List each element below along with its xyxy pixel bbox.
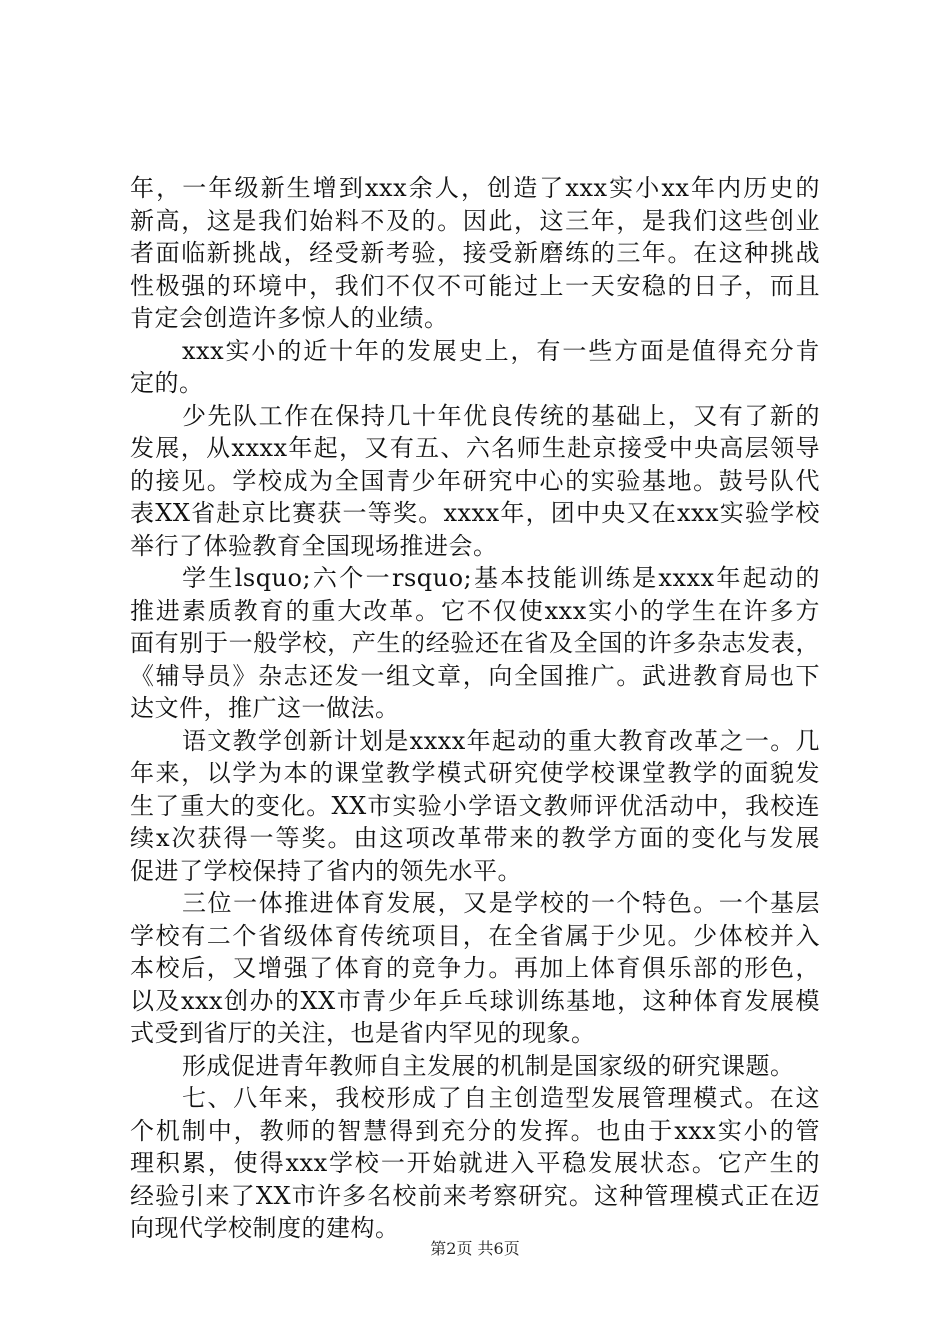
text-line: 新高，这是我们始料不及的。因此，这三年，是我们这些创业 [130,206,820,235]
text-line: 少先队工作在保持几十年优良传统的基础上，又有了新的 [182,401,820,430]
text-line: 促进了学校保持了省内的领先水平。 [130,856,522,885]
text-line: 个机制中，教师的智慧得到充分的发挥。也由于xxx实小的管 [130,1116,820,1145]
text-line: 学生lsquo;六个一rsquo;基本技能训练是xxxx年起动的 [182,564,820,592]
text-line: 学校有二个省级体育传统项目，在全省属于少见。少体校并入 [130,921,820,950]
document-body [130,172,820,1245]
text-line: 者面临新挑战，经受新考验，接受新磨练的三年。在这种挑战 [130,239,820,267]
text-line: xxx实小的近十年的发展史上，有一些方面是值得充分肯 [182,336,820,365]
text-line: 性极强的环境中，我们不仅不可能过上一天安稳的日子，而且 [130,271,820,300]
text-line: 以及xxx创办的XX市青少年乒乓球训练基地，这种体育发展模 [130,986,820,1015]
text-line: 达文件，推广这一做法。 [130,694,400,722]
text-line: 面有别于一般学校，产生的经验还在省及全国的许多杂志发表， [130,629,820,657]
text-line: 语文教学创新计划是xxxx年起动的重大教育改革之一。几 [182,726,820,755]
text-line: 推进素质教育的重大改革。它不仅使xxx实小的学生在许多方 [130,596,820,625]
text-line: 定的。 [130,369,204,397]
text-line: 肯定会创造许多惊人的业绩。 [130,304,449,332]
text-line: 式受到省厅的关注，也是省内罕见的现象。 [130,1019,596,1047]
text-line: 七、八年来，我校形成了自主创造型发展管理模式。在这 [182,1084,820,1112]
text-line: 三位一体推进体育发展，又是学校的一个特色。一个基层 [182,889,820,917]
text-line: 向现代学校制度的建构。 [130,1214,400,1242]
text-line: 本校后，又增强了体育的竞争力。再加上体育俱乐部的形色， [130,954,820,982]
text-line: 的接见。学校成为全国青少年研究中心的实验基地。鼓号队代 [130,466,820,495]
text-line: 理积累，使得xxx学校一开始就进入平稳发展状态。它产生的 [130,1149,820,1177]
text-line: 年，一年级新生增到xxx余人，创造了xxx实小xx年内历史的 [130,174,820,202]
page-footer: 第2页 共6页 [430,1239,520,1258]
text-line: 经验引来了XX市许多名校前来考察研究。这种管理模式正在迈 [130,1181,820,1210]
text-line: 生了重大的变化。XX市实验小学语文教师评优活动中，我校连 [130,791,820,820]
text-line: 《辅导员》杂志还发一组文章，向全国推广。武进教育局也下 [130,661,820,690]
text-line: 年来，以学为本的课堂教学模式研究使学校课堂教学的面貌发 [130,759,820,787]
text-line: 表XX省赴京比赛获一等奖。xxxx年，团中央又在xxx实验学校 [130,499,820,527]
text-line: 发展，从xxxx年起，又有五、六名师生赴京接受中央高层领导 [130,434,820,462]
text-line: 形成促进青年教师自主发展的机制是国家级的研究课题。 [182,1051,795,1080]
text-line: 续x次获得一等奖。由这项改革带来的教学方面的变化与发展 [130,824,820,852]
text-line: 举行了体验教育全国现场推进会。 [130,531,498,560]
